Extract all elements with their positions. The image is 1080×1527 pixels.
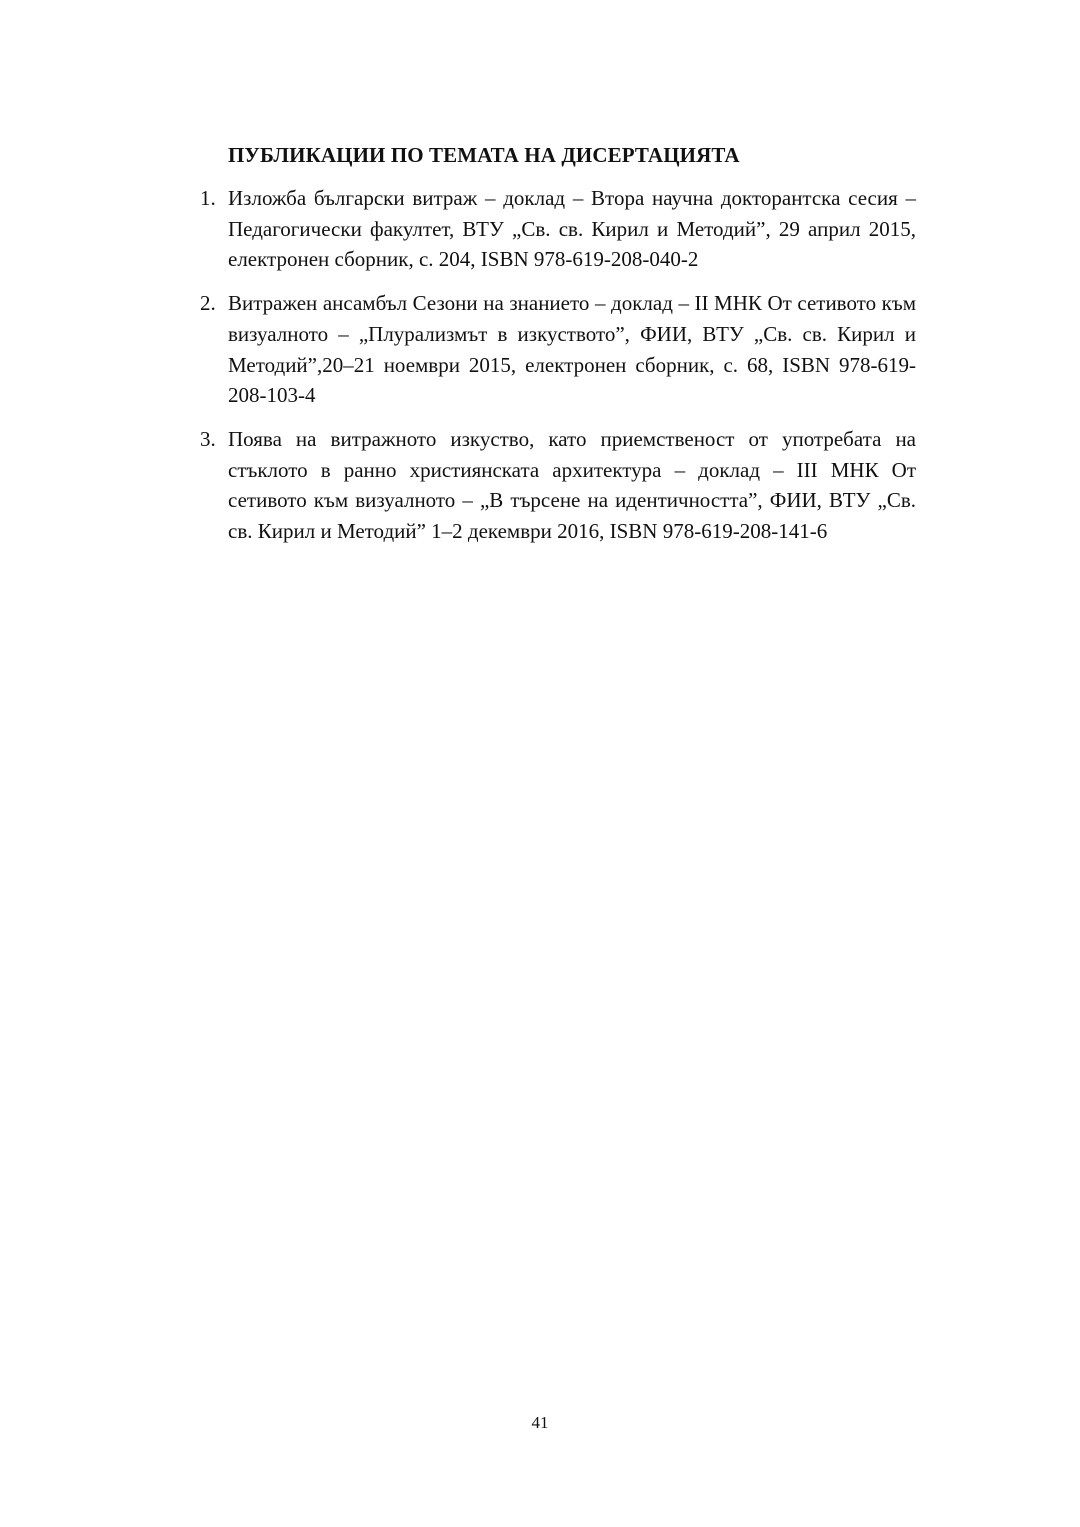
publication-number: 3. — [200, 426, 216, 451]
publication-list — [200, 183, 916, 560]
publication-number: 2. — [200, 291, 216, 316]
section-heading: ПУБЛИКАЦИИ ПО ТЕМАТА НА ДИСЕРТАЦИЯТА — [228, 143, 740, 167]
publication-text: Изложба български витраж – доклад – Втора научна докторантска сесия – Педагогически факултет, ВТУ „Св. св. Кирил и Методий”, 29 април 2015, електронен сборник, с. 204, ISBN 978-619-208-040-2 — [228, 186, 916, 272]
publication-text: Витражен ансамбъл Сезони на знанието – доклад – II МНК От сетивото към визуалното – „Плурализмът в изкуството”, ФИИ, ВТУ „Св. св. Кирил и Методий”,20–21 ноември 2015, електронен сборник, с. 68, ISBN 978-619-208-103-4 — [228, 291, 916, 408]
publication-item — [200, 183, 916, 275]
publication-item — [200, 424, 916, 547]
page-number: 41 — [531, 1413, 549, 1432]
publication-text: Поява на витражното изкуство, като приемственост от употребата на стъклото в ранно християнската архитектура – доклад – III МНК От сетивото към визуалното – „В търсене на идентичността”, ФИИ, ВТУ „Св. св. Кирил и Методий” 1–2 декември 2016, ISBN 978-619-208-141-6 — [228, 426, 916, 544]
publication-item — [200, 288, 916, 411]
publication-number: 1. — [200, 186, 216, 210]
